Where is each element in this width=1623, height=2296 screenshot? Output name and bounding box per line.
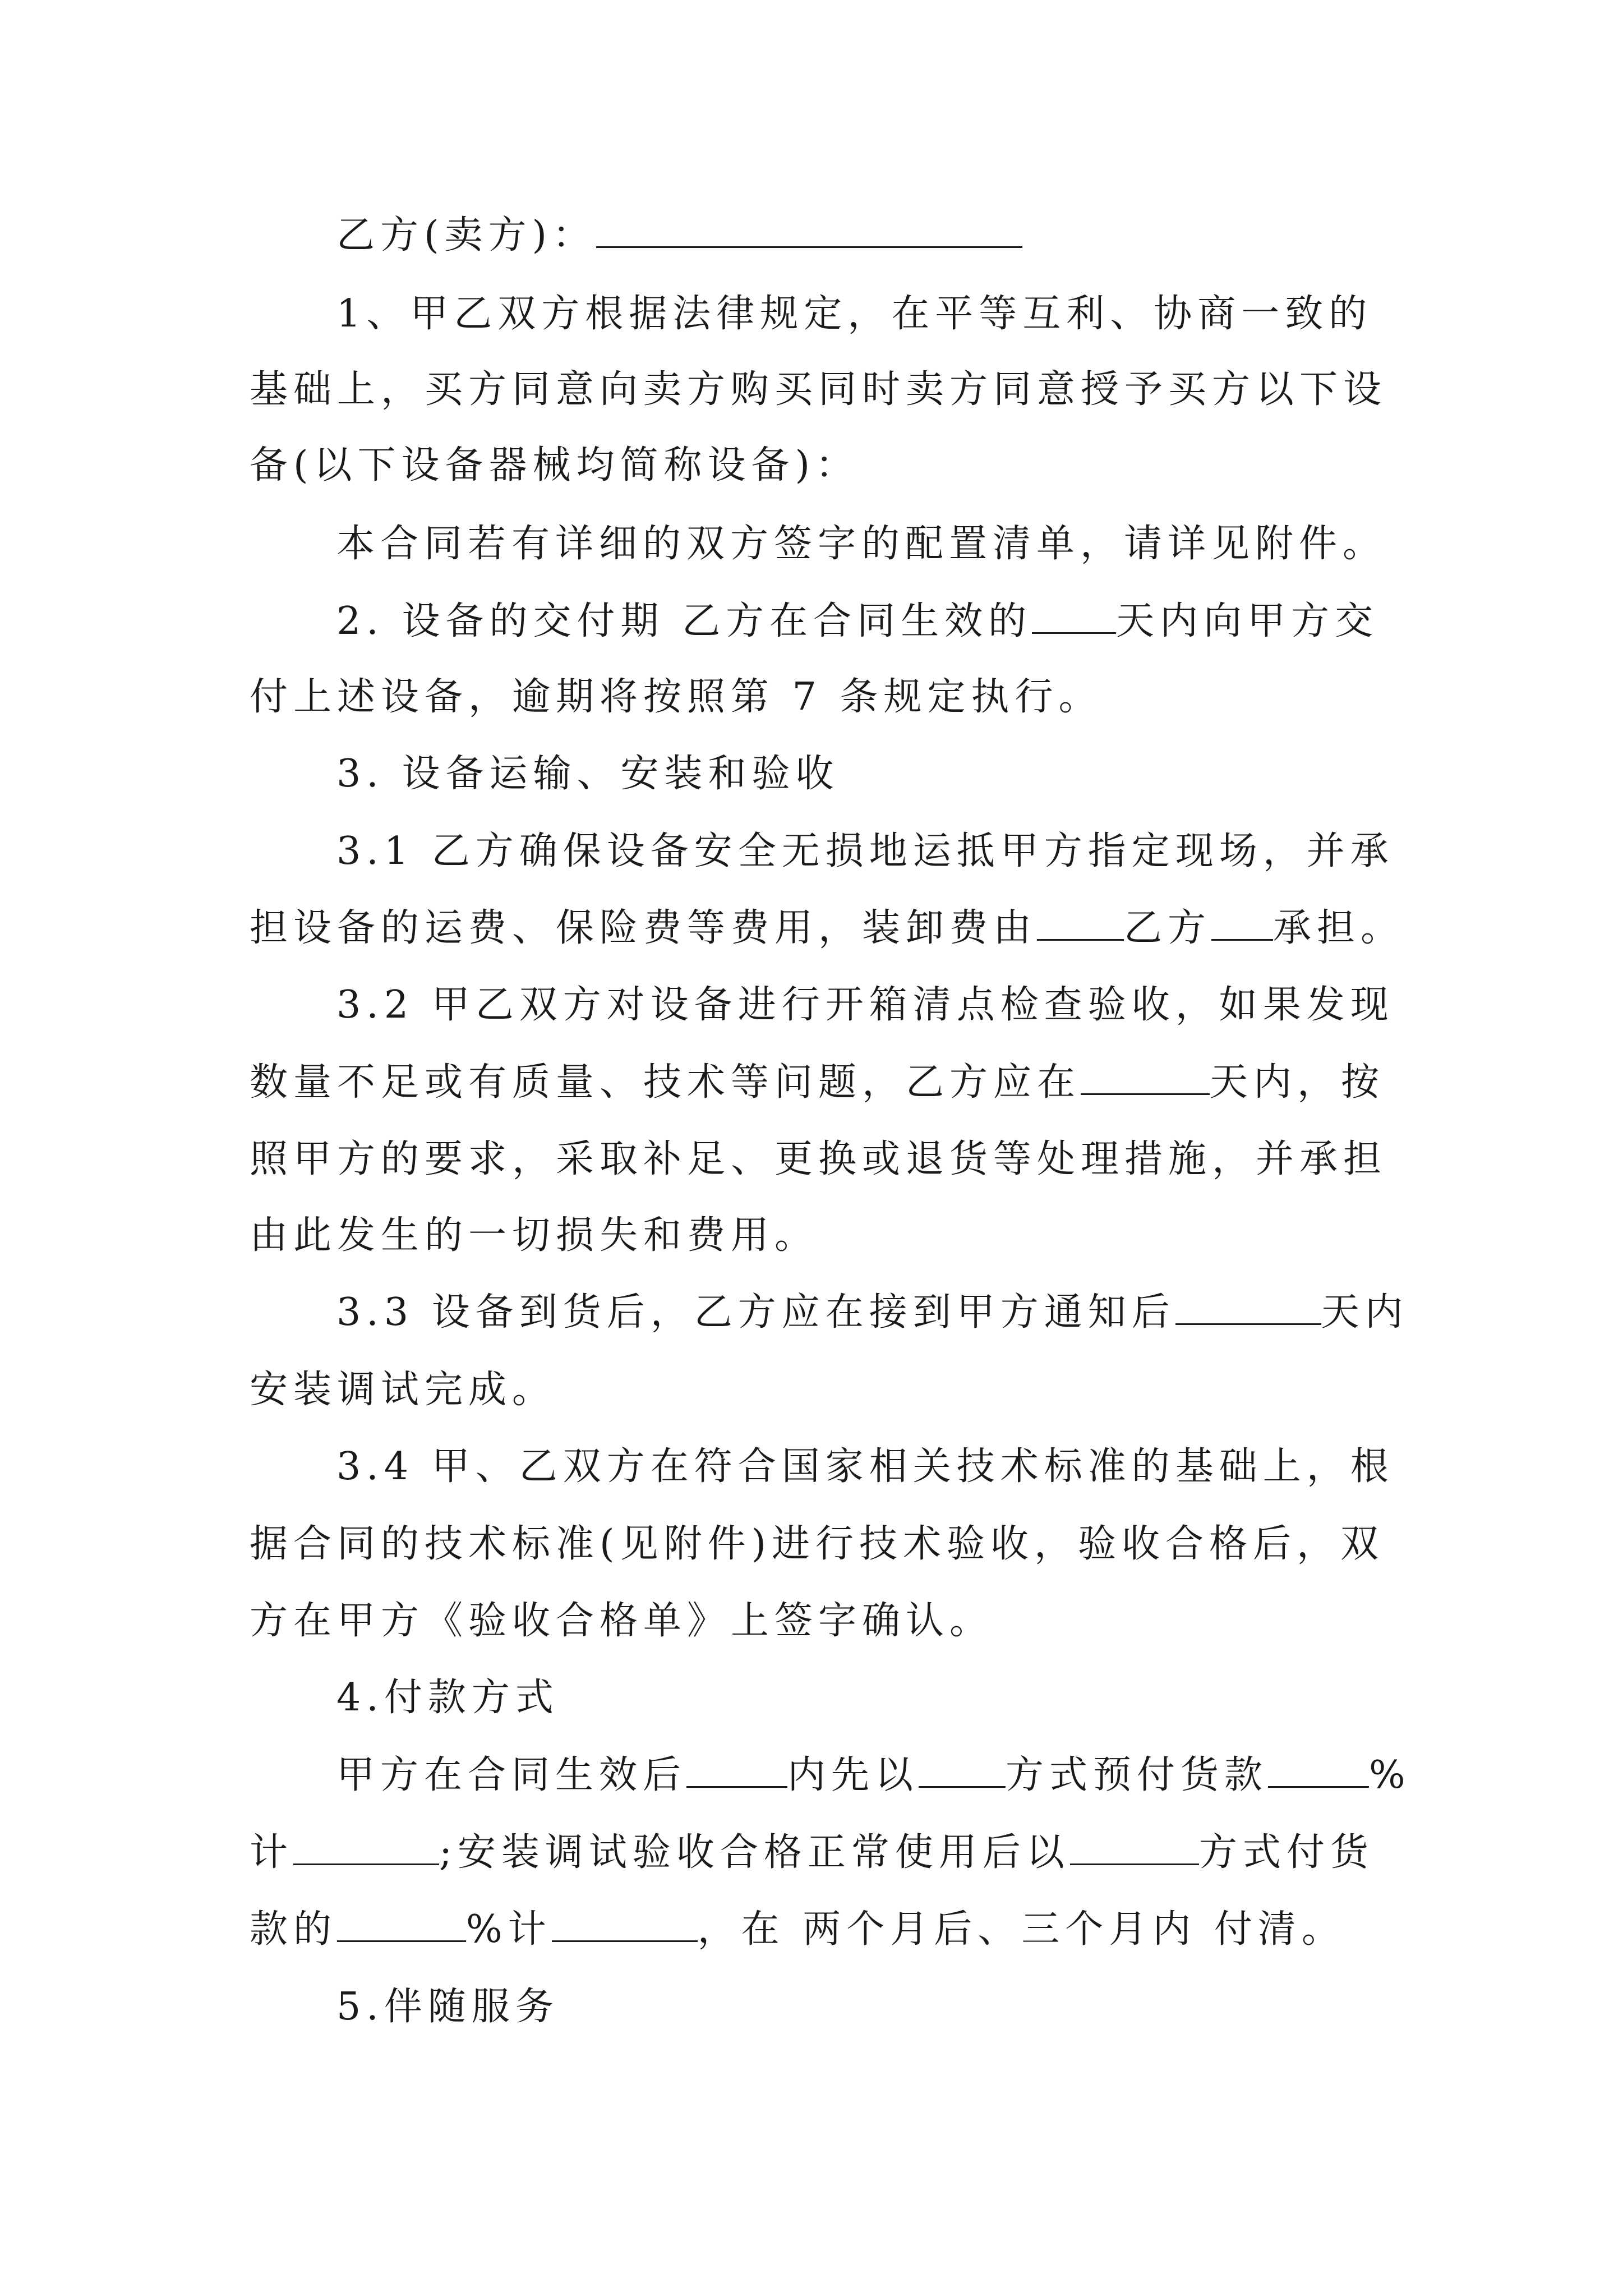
clause1-line3: 备(以下设备器械均简称设备)： — [250, 443, 860, 487]
party-b-label: 乙方(卖方)： — [336, 213, 597, 257]
party-b-blank — [596, 211, 1022, 248]
clause3-4-line3: 方在甲方《验收合格单》上签字确认。 — [250, 1599, 994, 1643]
clause4-text-b: 内先以 — [787, 1753, 919, 1797]
clause5-heading: 5.伴随服务 — [336, 1985, 559, 2029]
party-b-line — [0, 208, 1623, 264]
clause1-line1: 1、甲乙双方根据法律规定，在平等互利、协商一致的 — [336, 292, 1373, 336]
remedy-days-blank — [1081, 1059, 1210, 1095]
clause3-2-line2 — [0, 1055, 1623, 1111]
clause3-4-line2: 据合同的技术标准(见附件)进行技术验收，验收合格后，双 — [250, 1522, 1385, 1566]
prepay-method-blank — [919, 1751, 1006, 1788]
clause4-text-g: 方式付货 — [1198, 1830, 1374, 1875]
unloading-blank-b — [1211, 904, 1273, 941]
clause3-4-line1: 3.4 甲、乙双方在符合国家相关技术标准的基础上，根 — [336, 1444, 1394, 1489]
clause2-text-a: 2. 设备的交付期 乙方在合同生效的 — [336, 599, 1032, 643]
clause4-text-a: 甲方在合同生效后 — [336, 1753, 687, 1797]
clause3-2-line4: 由此发生的一切损失和费用。 — [250, 1213, 819, 1258]
clause2-line1 — [0, 593, 1623, 650]
clause3-1-line1: 3.1 乙方确保设备安全无损地运抵甲方指定现场，并承 — [336, 829, 1394, 873]
prepay-time-blank — [686, 1751, 787, 1788]
prepay-amount-blank — [293, 1829, 439, 1865]
clause4-text-c: 方式预付货款 — [1006, 1753, 1269, 1797]
clause3-3-text-a: 3.3 设备到货后，乙方应在接到甲方通知后 — [336, 1290, 1175, 1335]
clause4-text-h: 款的 — [250, 1907, 338, 1952]
unloading-party: 乙方 — [1124, 906, 1212, 950]
clause4-text-f: ;安装调试验收合格正常使用后以 — [439, 1830, 1070, 1875]
clause4-text-j: ，在 两个月后、三个月内 付清。 — [697, 1907, 1345, 1952]
install-days-blank — [1175, 1289, 1321, 1325]
clause4-text-i: %计 — [466, 1907, 552, 1952]
clause4-line1 — [0, 1747, 1623, 1803]
clause2-text-b: 天内向甲方交 — [1116, 599, 1379, 643]
final-percent-blank — [337, 1906, 466, 1942]
clause3-3-text-b: 天内 — [1321, 1290, 1409, 1335]
clause3-1-text-a: 担设备的运费、保险费等费用，装卸费由 — [250, 906, 1038, 950]
final-amount-blank — [552, 1906, 698, 1942]
clause4-heading: 4.付款方式 — [336, 1676, 559, 1720]
clause3-1-line2 — [0, 900, 1623, 956]
clause4-text-d: % — [1369, 1753, 1411, 1797]
prepay-percent-blank — [1268, 1751, 1369, 1788]
clause3-heading: 3. 设备运输、安装和验收 — [336, 752, 840, 796]
final-method-blank — [1070, 1829, 1199, 1865]
clause3-2-text-a: 数量不足或有质量、技术等问题，乙方应在 — [250, 1060, 1081, 1105]
clause2-line2: 付上述设备，逾期将按照第 7 条规定执行。 — [250, 675, 1103, 719]
clause4-text-e: 计 — [250, 1830, 294, 1875]
clause3-2-line1: 3.2 甲乙双方对设备进行开箱清点检查验收，如果发现 — [336, 983, 1394, 1027]
clause3-1-text-c: 承担。 — [1273, 906, 1405, 950]
attachment-note: 本合同若有详细的双方签字的配置清单，请详见附件。 — [336, 522, 1387, 566]
clause3-2-line3: 照甲方的要求，采取补足、更换或退货等处理措施，并承担 — [250, 1137, 1387, 1181]
clause4-line3 — [0, 1902, 1623, 1958]
clause4-line2 — [0, 1825, 1623, 1881]
clause3-3-line1 — [0, 1285, 1623, 1341]
delivery-days-blank — [1032, 597, 1116, 634]
clause3-2-text-b: 天内，按 — [1210, 1060, 1385, 1105]
clause1-line2: 基础上，买方同意向卖方购买同时卖方同意授予买方以下设 — [250, 367, 1387, 412]
unloading-blank-a — [1037, 904, 1124, 941]
clause3-3-line2: 安装调试完成。 — [250, 1368, 556, 1412]
